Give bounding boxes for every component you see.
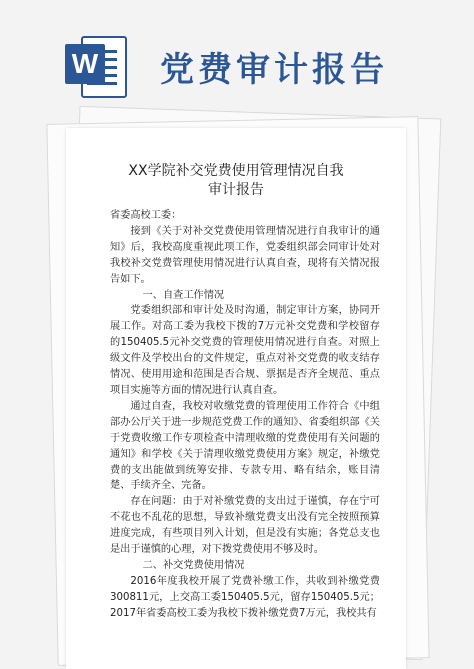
word-badge: W	[65, 44, 105, 84]
paragraph-self-check: 党委组织部和审计处及时沟通，制定审计方案，协同开展工作。对高工委为我校下拨的7万元补交党费和学校留存的150405.5元补交党费的管理使用情况进行自查。对照上级文件及学校出台的文件规定，重点对补交党费的收支结存情况、使用用途和范围是否合规、票据是否齐全规范、重点项目实施等方面的情况进行认真自查。	[110, 305, 380, 396]
paragraph-findings: 通过自查，我校对收缴党费的管理使用工作符合《中组部办公厅关于进一步规范党费工作的通知》、省委组织部《关于党费收缴工作专项检查中清理收缴的党费使用有关问题的通知》和学校《关于清理收缴党费使用方案》规定，补缴党费的支出能做到统筹安排、专款专用、略有结余，账目清楚、手续齐全、完备。	[110, 400, 380, 492]
document-body	[110, 208, 380, 622]
paragraph-problems: 存在问题：由于对补缴党费的支出过于谨慎，存在宁可不花也不乱花的思想，导致补缴党费支出没有完全按照预算进度完成，有些项目列入计划，但是没有实施；各党总支也是出于谨慎的心理，对下拨党费使用不够及时。	[110, 496, 380, 556]
paragraph-intro: 接到《关于对补交党费使用管理情况进行自我审计的通知》后，我校高度重视此项工作，党委组织部会同审计处对我校补交党费管理使用情况进行认真自查，现将有关情况报告如下。	[110, 225, 380, 285]
word-document-icon	[65, 32, 127, 98]
salutation: 省委高校工委：	[110, 210, 182, 221]
document-page	[66, 128, 406, 669]
section-heading-2: 二、补交党费使用情况	[142, 559, 245, 571]
header-banner	[0, 0, 474, 112]
title-line-1: XX学院补交党费使用管理情况自我	[128, 163, 344, 179]
section-heading-1: 一、自查工作情况	[142, 289, 225, 301]
title-line-2: 审计报告	[208, 182, 264, 198]
paragraph-usage: 2016年度我校开展了党费补缴工作，共收到补缴党费300811元，上交高工委150405.5元，留存150405.5元；2017年省委高校工委为我校下拨补缴党费7万元，我校共有	[110, 575, 380, 619]
header-title: 党费审计报告	[160, 50, 388, 90]
document-title	[66, 162, 406, 200]
